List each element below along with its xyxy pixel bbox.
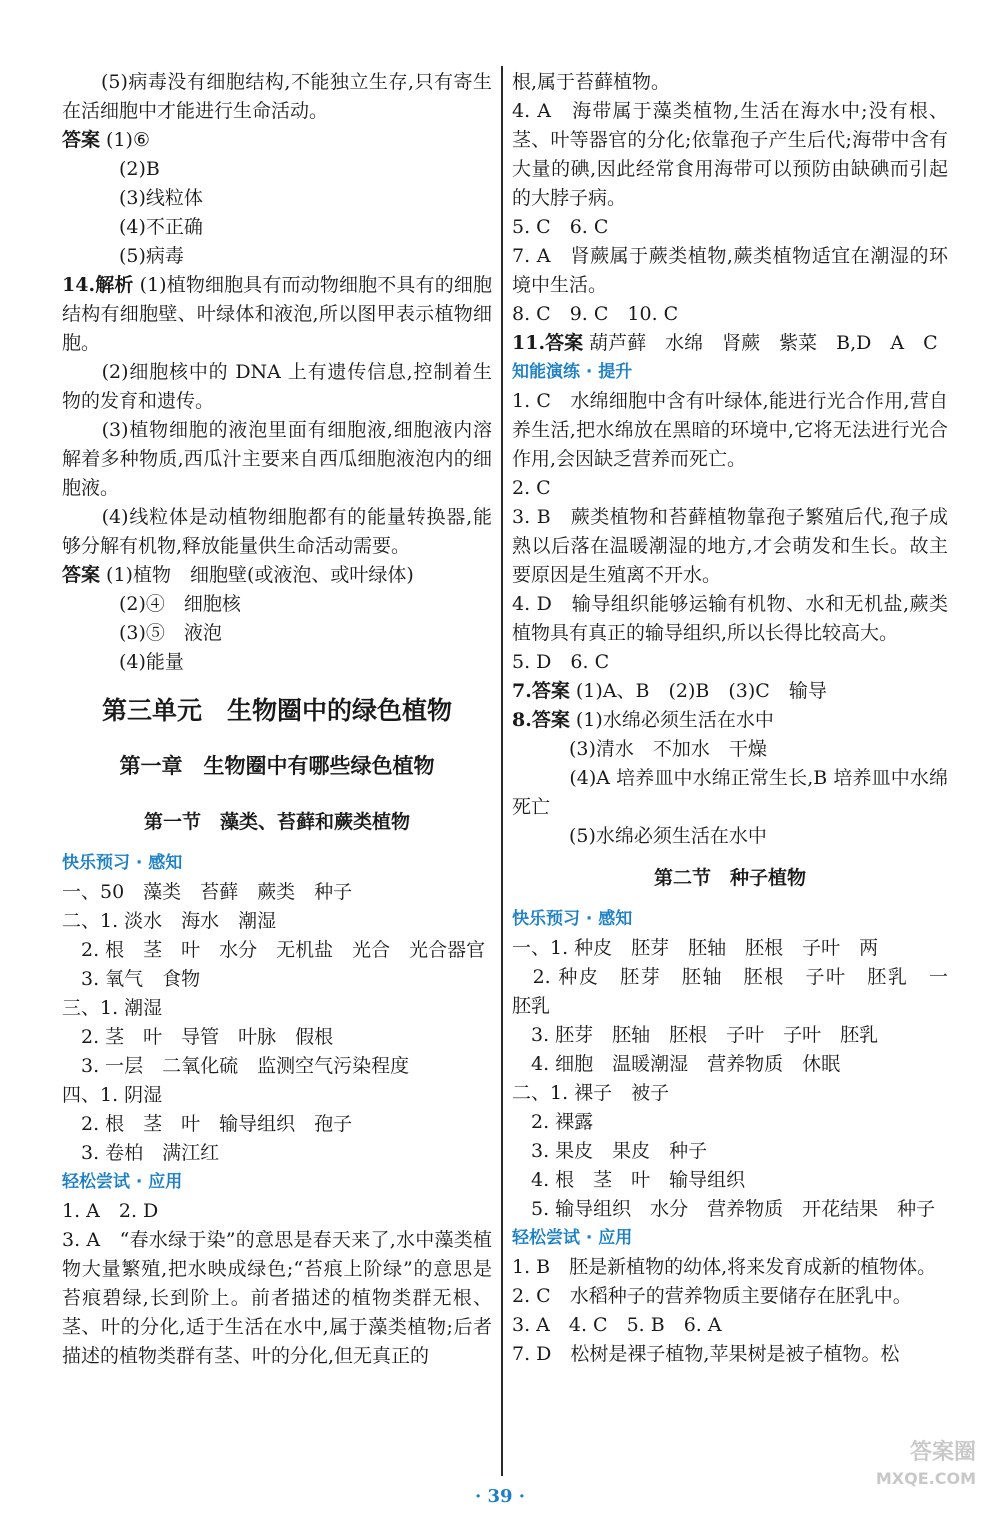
answer-label: 答案 [531,709,570,731]
answer-text: 2. 茎 叶 导管 叶脉 假根 [62,1026,334,1048]
answer-line [62,126,492,155]
answer-line [62,1226,492,1371]
answer-text: 5. 输导组织 水分 营养物质 开花结果 种子 [512,1198,936,1220]
column-divider [501,66,503,1476]
answer-line [512,474,948,503]
answer-text: 1. C 水绵细胞中含有叶绿体,能进行光合作用,营自养生活,把水绵放在黑暗的环境中,它将无法进行光合作用,会因缺乏营养而死亡。 [512,390,948,470]
answer-line [512,1253,948,1282]
answer-line [62,1081,492,1110]
answer-line [62,965,492,994]
answer-text: 一、1. 种皮 胚芽 胚轴 胚根 子叶 两 [512,937,879,959]
answer-text: 7. D 松树是裸子植物,苹果树是被子植物。松 [512,1343,900,1365]
question-number: 11. [512,332,546,354]
subsection-heading: 轻松尝试 · 应用 [62,1172,183,1192]
answer-line [62,590,492,619]
answer-line [62,561,492,590]
answer-text: 2. 种皮 胚芽 胚轴 胚根 子叶 胚乳 一 胚乳 [512,966,968,1017]
answer-text: (4)A 培养皿中水绵正常生长,B 培养皿中水绵死亡 [512,767,948,818]
answer-text: (4)线粒体是动植物细胞都有的能量转换器,能够分解有机物,释放能量供生命活动需要。 [62,506,492,557]
answer-text: 8. C 9. C 10. C [512,303,679,325]
answer-line [512,1340,948,1369]
right-column [512,68,968,1369]
answer-line [62,648,492,677]
answer-text: 一、50 藻类 苔藓 蕨类 种子 [62,881,353,903]
answer-text: 3. 卷柏 满江红 [62,1142,220,1164]
answer-text: (1)A、B (2)B (3)C 输导 [569,680,827,702]
answer-text: (1)植物 细胞壁(或液泡、或叶绿体) [100,564,414,586]
answer-line [512,68,948,97]
answer-line [62,994,492,1023]
answer-line [512,503,948,590]
answer-line [512,590,948,648]
answer-line [512,677,948,706]
answer-text: 3. 氧气 食物 [62,968,201,990]
answer-label: 答案 [531,680,570,702]
subsection-heading: 快乐预习 · 感知 [512,909,633,929]
answer-text: 4. 根 茎 叶 输导组织 [512,1169,746,1191]
answer-text: 1. B 胚是新植物的幼体,将来发育成新的植物体。 [512,1256,937,1278]
answer-text: 1. A 2. D [62,1200,159,1222]
subsection-heading: 轻松尝试 · 应用 [512,1228,633,1248]
answer-text: 4. A 海带属于藻类植物,生活在海水中;没有根、茎、叶等器官的分化;依靠孢子产生后代;海带中含有大量的碘,因此经常食用海带可以预防由缺碘而引起的大脖子病。 [512,100,948,209]
chapter-title: 第一章 生物圈中有哪些绿色植物 [119,754,435,778]
answer-text: 葫芦藓 水绵 肾蕨 紫菜 B,D A C [583,332,938,354]
answer-line [62,936,492,965]
watermark-line1: 答案圈 [909,1440,976,1465]
answer-line [512,1050,948,1079]
answer-line [62,619,492,648]
question-number: 7. [512,680,532,702]
answer-text: (5)病毒 [62,245,184,267]
answer-line [512,387,948,474]
answer-label: 答案 [545,332,584,354]
answer-text: (3)⑤ 液泡 [62,622,222,644]
answer-line [62,155,492,184]
answer-line [512,97,948,213]
answer-line [62,1139,492,1168]
answer-text: (4)不正确 [62,216,203,238]
answer-line [62,503,492,561]
answer-line [62,68,492,126]
section-title: 第二节 种子植物 [653,867,806,889]
answer-text: 3. 果皮 果皮 种子 [512,1140,708,1162]
page-number: · 39 · [474,1486,526,1507]
question-number: 8. [512,709,532,731]
answer-text: 3. A “春水绿于染”的意思是春天来了,水中藻类植物大量繁殖,把水映成绿色;“苔痕上阶绿”的意思是苔痕碧绿,长到阶上。前者描述的植物类群无根、茎、叶的分化,适于生活在水中,属于藻类植物;后者描述的植物类群有茎、叶的分化,但无真正的 [62,1229,492,1367]
answer-text: (5)水绵必须生活在水中 [512,825,767,847]
answer-text: 根,属于苔藓植物。 [512,71,671,93]
answer-text: (1)水绵必须生活在水中 [569,709,774,731]
answer-line [62,184,492,213]
answer-line [512,1195,948,1224]
answer-text: (3)植物细胞的液泡里面有细胞液,细胞液内溶解着多种物质,西瓜汁主要来自西瓜细胞液泡内的细胞液。 [62,419,492,499]
answer-line [512,1311,948,1340]
answer-line [512,735,948,764]
answer-text: (4)能量 [62,651,184,673]
answer-text: 3. A 4. C 5. B 6. A [512,1314,722,1336]
answer-text: 二、1. 裸子 被子 [512,1082,670,1104]
answer-text: (2)B [62,158,160,180]
answer-text: (1)⑥ [100,129,151,151]
answer-line [512,242,948,300]
question-number: 14. [62,274,96,296]
watermark-line2: MXQE.COM [875,1469,976,1488]
answer-label: 答案 [62,564,101,586]
answer-text: 3. 胚芽 胚轴 胚根 子叶 子叶 胚乳 [512,1024,879,1046]
answer-text: 4. D 输导组织能够运输有机物、水和无机盐,蕨类植物具有真正的输导组织,所以长得比较高大。 [512,593,948,644]
answer-line [512,764,948,822]
answer-line [62,1110,492,1139]
answer-text: 二、1. 淡水 海水 潮湿 [62,910,277,932]
answer-line [512,706,948,735]
watermark-logo [866,1440,976,1510]
answer-line [62,1197,492,1226]
answer-line [62,213,492,242]
answer-line [512,1021,948,1050]
answer-line [512,1137,948,1166]
answer-line [512,213,948,242]
answer-text: 7. A 肾蕨属于蕨类植物,蕨类植物适宜在潮湿的环境中生活。 [512,245,948,296]
answer-text: 2. 根 茎 叶 水分 无机盐 光合 光合器官 [62,939,486,961]
answer-line [512,822,948,851]
answer-line [512,1282,948,1311]
answer-text: 2. 裸露 [512,1111,594,1133]
answer-text: (3)线粒体 [62,187,203,209]
answer-line [512,934,948,963]
answer-line [512,648,948,677]
answer-text: 2. 根 茎 叶 输导组织 孢子 [62,1113,353,1135]
answer-line [512,329,948,358]
answer-text: 2. C 水稻种子的营养物质主要储存在胚乳中。 [512,1285,912,1307]
answer-line [512,1079,948,1108]
answer-text: 3. B 蕨类植物和苔藓植物靠孢子繁殖后代,孢子成熟以后落在温暖潮湿的地方,才会萌发和生长。故主要原因是生殖离不开水。 [512,506,948,586]
answer-text: (3)清水 不加水 干燥 [512,738,767,760]
answer-text: (2)④ 细胞核 [62,593,241,615]
answer-text: 5. D 6. C [512,651,610,673]
answer-text: 四、1. 阴湿 [62,1084,163,1106]
answer-line [512,300,948,329]
answer-line [62,1052,492,1081]
unit-title: 第三单元 生物圈中的绿色植物 [101,696,452,725]
answer-text: 三、1. 潮湿 [62,997,163,1019]
answer-line [62,271,492,358]
answer-text: 2. C [512,477,551,499]
answer-text: 3. 一层 二氧化硫 监测空气污染程度 [62,1055,410,1077]
answer-line [62,1023,492,1052]
answer-text: 4. 细胞 温暖潮湿 营养物质 休眠 [512,1053,841,1075]
answer-text: 5. C 6. C [512,216,609,238]
answer-line [62,416,492,503]
answer-text: (2)细胞核中的 DNA 上有遗传信息,控制着生物的发育和遗传。 [62,361,492,412]
answer-line [62,242,492,271]
answer-text: (5)病毒没有细胞结构,不能独立生存,只有寄生在活细胞中才能进行生命活动。 [62,71,492,122]
answer-line [512,963,968,1021]
subsection-heading: 快乐预习 · 感知 [62,853,183,873]
answer-line [512,1166,948,1195]
answer-text: (1)植物细胞具有而动物细胞不具有的细胞结构有细胞壁、叶绿体和液泡,所以图甲表示植物细胞。 [62,274,492,354]
answer-line [512,1108,948,1137]
left-column [62,68,492,1371]
answer-label: 解析 [95,274,134,296]
answer-line [62,358,492,416]
section-title: 第一节 藻类、苔藓和蕨类植物 [143,811,410,833]
answer-label: 答案 [62,129,101,151]
answer-line [62,878,492,907]
answer-line [62,907,492,936]
subsection-heading: 知能演练 · 提升 [512,362,633,382]
